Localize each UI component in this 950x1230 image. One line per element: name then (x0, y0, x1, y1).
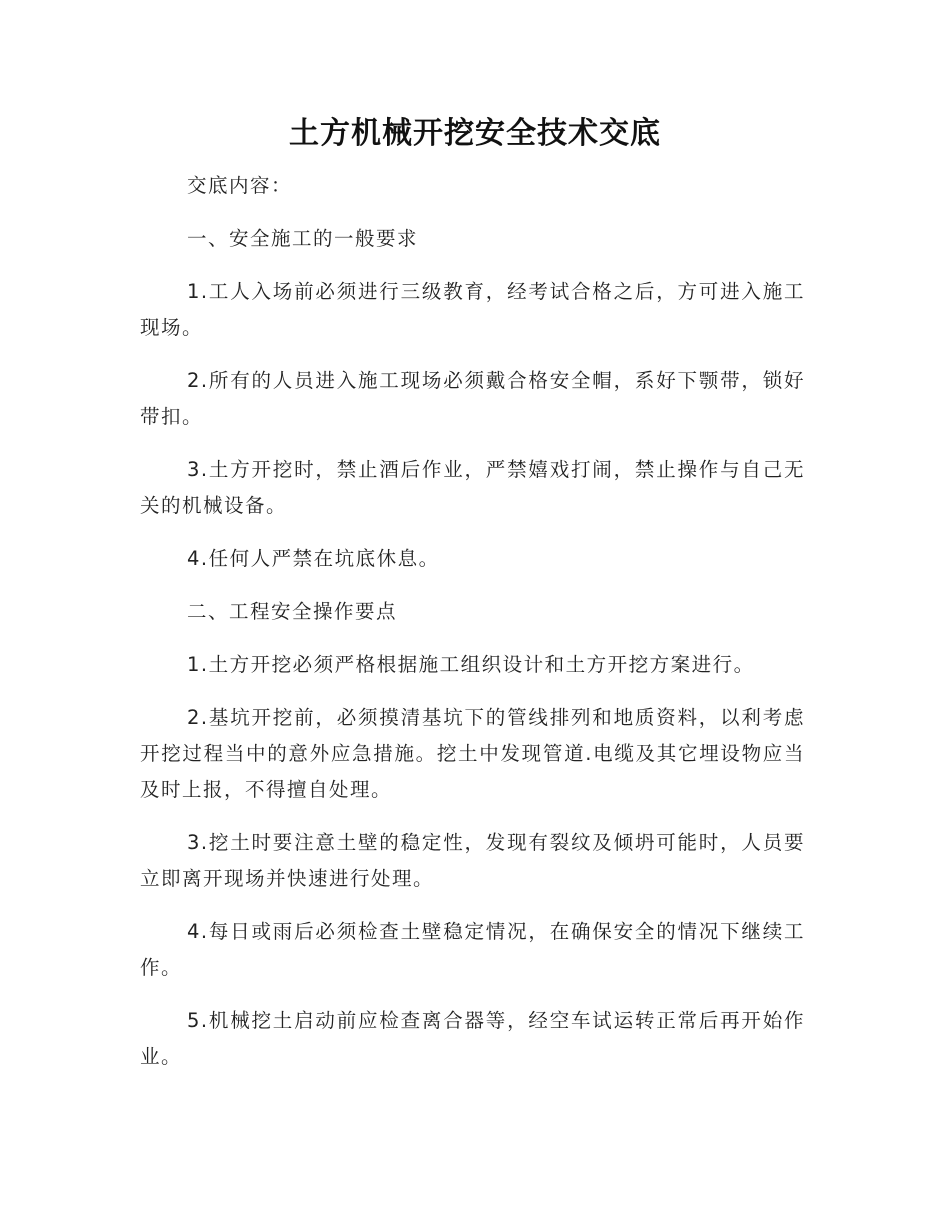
paragraph-item: 3.挖土时要注意土壁的稳定性，发现有裂纹及倾坍可能时，人员要立即离开现场并快速进行处理。 (140, 831, 805, 890)
paragraph-item: 1.土方开挖必须严格根据施工组织设计和土方开挖方案进行。 (187, 653, 755, 676)
paragraph-item: 2.基坑开挖前，必须摸清基坑下的管线排列和地质资料，以利考虑开挖过程当中的意外应急措施。挖土中发现管道.电缆及其它埋设物应当及时上报，不得擅自处理。 (140, 706, 805, 801)
paragraph-item: 2.所有的人员进入施工现场必须戴合格安全帽，系好下颚带，锁好带扣。 (140, 369, 805, 428)
section-heading-general-requirements: 一、安全施工的一般要求 (187, 227, 419, 250)
document-body (140, 168, 805, 1092)
paragraph-item: 3.土方开挖时，禁止酒后作业，严禁嬉戏打闹，禁止操作与自己无关的机械设备。 (140, 458, 805, 517)
paragraph-item: 4.任何人严禁在坑底休息。 (187, 547, 440, 570)
section-intro: 交底内容： (187, 174, 293, 197)
section-heading-operation-points: 二、工程安全操作要点 (187, 600, 398, 623)
paragraph-item: 5.机械挖土启动前应检查离合器等，经空车试运转正常后再开始作业。 (140, 1009, 805, 1068)
paragraph-item: 4.每日或雨后必须检查土壁稳定情况，在确保安全的情况下继续工作。 (140, 920, 805, 979)
document-title: 土方机械开挖安全技术交底 (289, 116, 661, 151)
paragraph-item: 1.工人入场前必须进行三级教育，经考试合格之后，方可进入施工现场。 (140, 280, 805, 339)
